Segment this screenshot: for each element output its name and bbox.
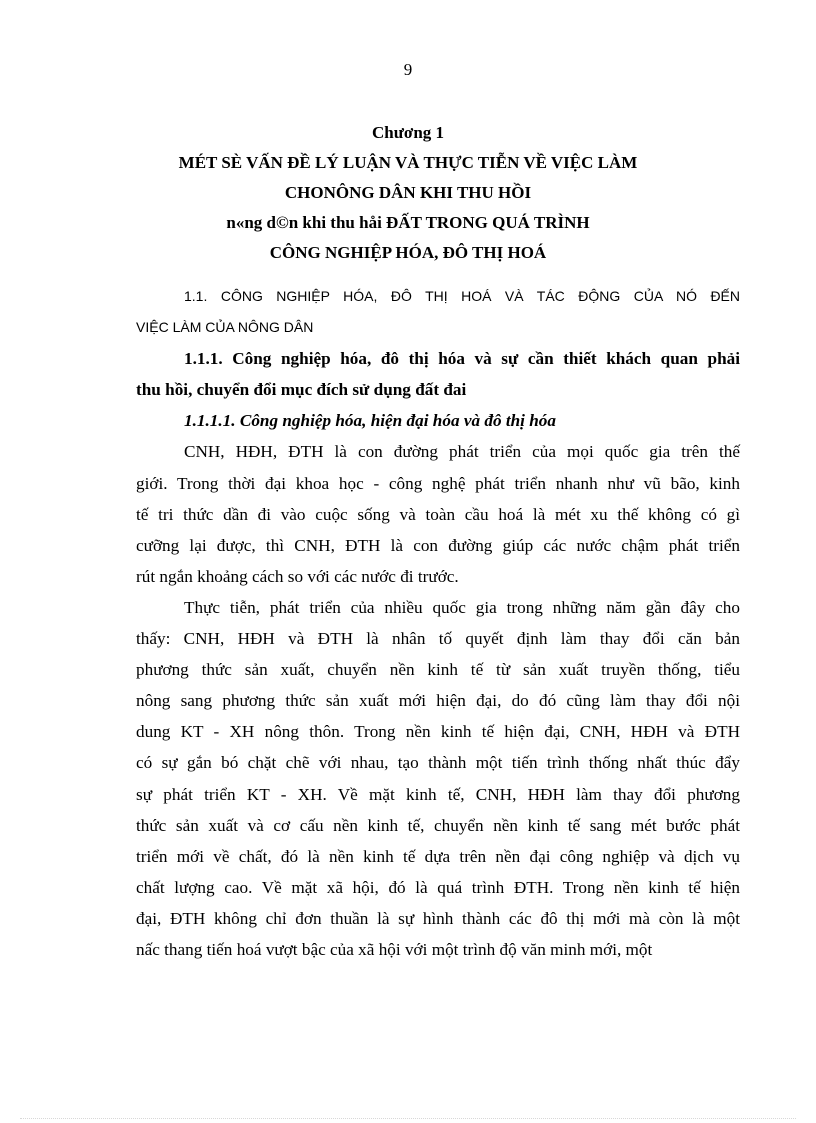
chapter-title-line-3: n«ng d©n khi thu håi ĐẤT TRONG QUÁ TRÌNH xyxy=(226,213,590,232)
paragraph-1-line: tế tri thức dần đi vào cuộc sống và toàn cầu hoá là mét xu thế không có gì xyxy=(136,504,740,524)
paragraph-1-line: giới. Trong thời đại khoa học - công nghệ phát triển nhanh như vũ bão, kinh xyxy=(136,473,740,493)
section-1-1-1-heading-line-2: thu hồi, chuyển đổi mục đích sử dụng đất đai xyxy=(136,380,467,400)
chapter-label: Chương 1 xyxy=(371,123,445,142)
chapter-heading xyxy=(0,118,816,268)
section-1-1-heading-line-2: VIỆC LÀM CỦA NÔNG DÂN xyxy=(136,319,314,336)
paragraph-2-line: nấc thang tiến hoá vượt bậc của xã hội với một trình độ văn minh mới, một xyxy=(136,939,653,959)
paragraph-2-line: sự phát triển KT - XH. Về mặt kinh tế, CNH, HĐH làm thay đổi phương xyxy=(136,784,740,804)
section-1-1-1-heading-line-1: 1.1.1. Công nghiệp hóa, đô thị hóa và sự cần thiết khách quan phải xyxy=(184,349,740,369)
section-1-1-heading-line-1 xyxy=(136,281,740,312)
section-1-1-1-1-heading: 1.1.1.1. Công nghiệp hóa, hiện đại hóa và đô thị hóa xyxy=(184,411,556,431)
chapter-title-line-4: CÔNG NGHIỆP HÓA, ĐÔ THỊ HOÁ xyxy=(269,243,547,262)
paragraph-2-line: đại, ĐTH không chỉ đơn thuần là sự hình thành các đô thị mới mà còn là một xyxy=(136,908,740,928)
page-number: 9 xyxy=(403,60,413,79)
section-1-1-number: 1.1. xyxy=(184,288,208,304)
chapter-title-line-2: CHONÔNG DÂN KHI THU HỒI xyxy=(284,183,532,202)
paragraph-2-line: chất lượng cao. Về mặt xã hội, đó là quá trình ĐTH. Trong nền kinh tế hiện xyxy=(136,877,740,897)
paragraph-2-line: thấy: CNH, HĐH và ĐTH là nhân tố quyết định làm thay đổi căn bản xyxy=(136,629,740,649)
paragraph-2-line: có sự gắn bó chặt chẽ với nhau, tạo thành một tiến trình thống nhất thúc đẩy xyxy=(136,753,740,773)
page-bottom-divider xyxy=(20,1118,796,1119)
paragraph-1-line: CNH, HĐH, ĐTH là con đường phát triển của mọi quốc gia trên thế xyxy=(184,442,740,462)
paragraph-2-line: thức sản xuất và cơ cấu nền kinh tế, chuyển nền kinh tế sang mét bước phát xyxy=(136,815,740,835)
chapter-title-line-1: MÉT SÈ VẤN ĐỀ LÝ LUẬN VÀ THỰC TIỄN VỀ VIỆC LÀM xyxy=(178,153,638,172)
document-body xyxy=(136,281,740,965)
section-1-1-title: CÔNG NGHIỆP HÓA, ĐÔ THỊ HOÁ VÀ TÁC ĐỘNG CỦA NÓ ĐẾN xyxy=(220,288,740,304)
paragraph-2-line: nông sang phương thức sản xuất mới hiện đại, do đó cũng làm thay đổi nội xyxy=(136,691,740,711)
paragraph-1-line: rút ngắn khoảng cách so với các nước đi trước. xyxy=(136,566,459,586)
paragraph-2-line: Thực tiễn, phát triển của nhiều quốc gia trong những năm gần đây cho xyxy=(184,597,740,617)
paragraph-2-line: triển mới về chất, đó là nền kinh tế dựa trên nền đại công nghiệp và dịch vụ xyxy=(136,846,740,866)
paragraph-2-line: phương thức sản xuất, chuyển nền kinh tế từ sản xuất truyền thống, tiểu xyxy=(136,660,740,680)
paragraph-2-line: dung KT - XH nông thôn. Trong nền kinh tế hiện đại, CNH, HĐH và ĐTH xyxy=(136,722,740,742)
paragraph-1-line: cưỡng lại được, thì CNH, ĐTH là con đường giúp các nước chậm phát triển xyxy=(136,535,740,555)
